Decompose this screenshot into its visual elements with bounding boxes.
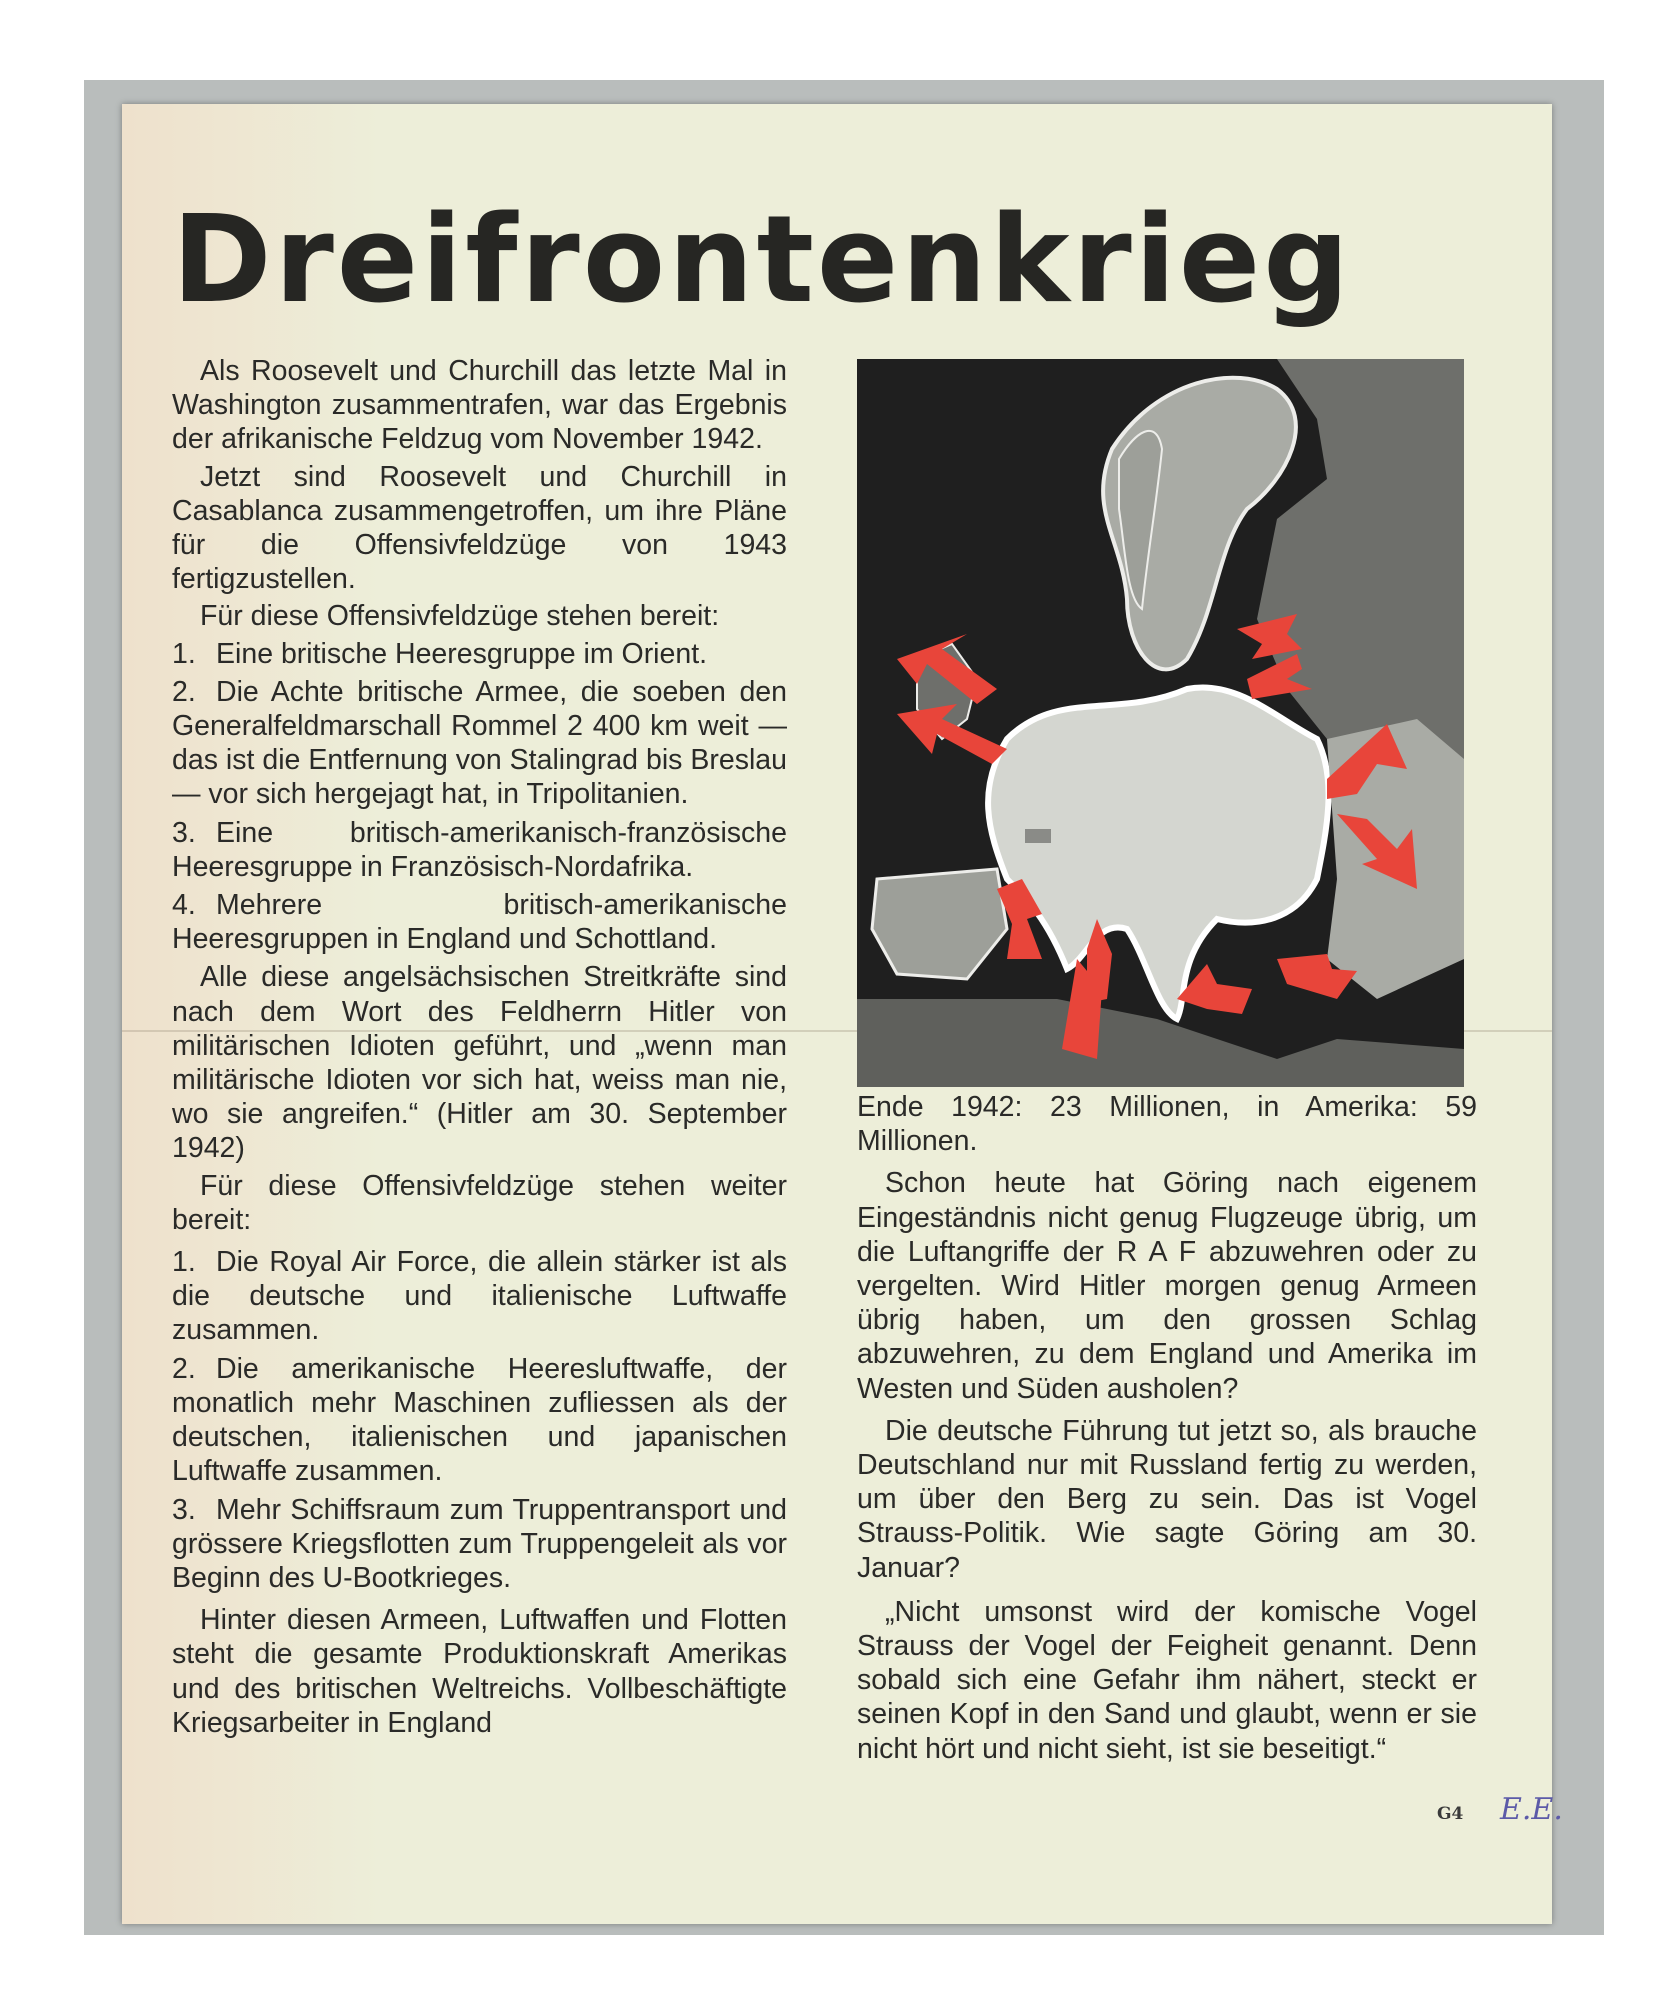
europe-map-drawing xyxy=(857,359,1464,1087)
paragraph-fuehrung: Die deutsche Führung tut jetzt so, als brauche Deutschland nur mit Russland fertig zu werden, um über den Berg zu sein. Das ist Vogel Strauss-Politik. Wie sagte Göring am 30. Januar? xyxy=(857,1414,1477,1584)
leaflet-title: Dreifrontenkrieg xyxy=(172,191,1353,330)
list-item: 2. Die amerikanische Heeresluftwaffe, der monatlich mehr Maschinen zufliessen als der deutschen, italienischen und japanischen Luftwaffe zusammen. xyxy=(172,1352,787,1488)
europe-map xyxy=(857,359,1464,1087)
map-label-box xyxy=(1025,829,1051,843)
list-item: 1. Die Royal Air Force, die allein stärker ist als die deutsche und italienische Luftwaffe zusammen. xyxy=(172,1246,787,1347)
paragraph-goering: Schon heute hat Göring nach eigenem Eingeständnis nicht genug Flugzeuge übrig, um die Luftangriffe der R A F abzuwehren oder zu vergelten. Wird Hitler morgen genug Armeen übrig haben, um den grossen Schlag abzuwehren, zu dem England und Amerika im Westen und Süden ausholen? xyxy=(857,1167,1477,1405)
list-item: 3. Eine britisch-amerikanisch-französische Heeresgruppe in Französisch-Nordafrika. xyxy=(172,816,787,883)
left-column xyxy=(172,354,787,1743)
list-item: 1. Eine britische Heeresgruppe im Orient. xyxy=(172,637,708,670)
paragraph-casablanca: Jetzt sind Roosevelt und Churchill in Casablanca zusammengetroffen, um ihre Pläne für die Offensivfeldzüge von 1943 fertigzustellen. xyxy=(172,460,787,596)
paragraph-ready: Für diese Offensivfeldzüge stehen bereit: xyxy=(200,600,720,633)
paragraph-idioten: Alle diese angelsächsischen Streitkräfte sind nach dem Wort des Feldherrn Hitler von militärischen Idioten geführt, und „wenn man militärische Idioten vor sich hat, weiss man nie, wo sie angreifen.“ (Hitler am 30. September 1942) xyxy=(172,961,787,1165)
list-item: 4. Mehrere britisch-amerikanische Heeresgruppen in England und Schottland. xyxy=(172,889,787,956)
leaflet-sheet xyxy=(122,104,1563,1924)
paragraph-millionen: Ende 1942: 23 Millionen, in Amerika: 59 Millionen. xyxy=(857,1091,1477,1158)
handwritten-initials: E.E. xyxy=(1500,1792,1563,1827)
paragraph-produktion: Hinter diesen Armeen, Luftwaffen und Flotten steht die gesamte Produktionskraft Amerikas und des britischen Weltreichs. Vollbeschäftigte Kriegsarbeiter in England xyxy=(172,1604,787,1739)
list-item: 2. Die Achte britische Armee, die soeben den Generalfeldmarschall Rommel 2 400 km weit — das ist die Entfernung von Stalingrad bis Breslau — vor sich hergejagt hat, in Tripolitanien. xyxy=(172,675,787,811)
list-item: 3. Mehr Schiffsraum zum Truppentransport und grössere Kriegsflotten zum Truppengeleit als vor Beginn des U-Bootkrieges. xyxy=(172,1493,787,1594)
right-column xyxy=(857,1090,1477,1769)
leaflet-code: G4 xyxy=(1437,1804,1464,1824)
quote-vogel-strauss: „Nicht umsonst wird der komische Vogel Strauss der Vogel der Feigheit genannt. Denn sobald sich eine Gefahr ihm nähert, steckt er seinen Kopf in den Sand und glaubt, wenn er sie nicht hört und nicht sieht, ist sie beseitigt.“ xyxy=(857,1595,1477,1765)
paragraph-weiter: Für diese Offensivfeldzüge stehen weiter bereit: xyxy=(172,1169,787,1236)
paragraph-intro: Als Roosevelt und Churchill das letzte Mal in Washington zusammentrafen, war das Ergebnis der afrikanische Feldzug vom November 1942. xyxy=(172,355,787,456)
